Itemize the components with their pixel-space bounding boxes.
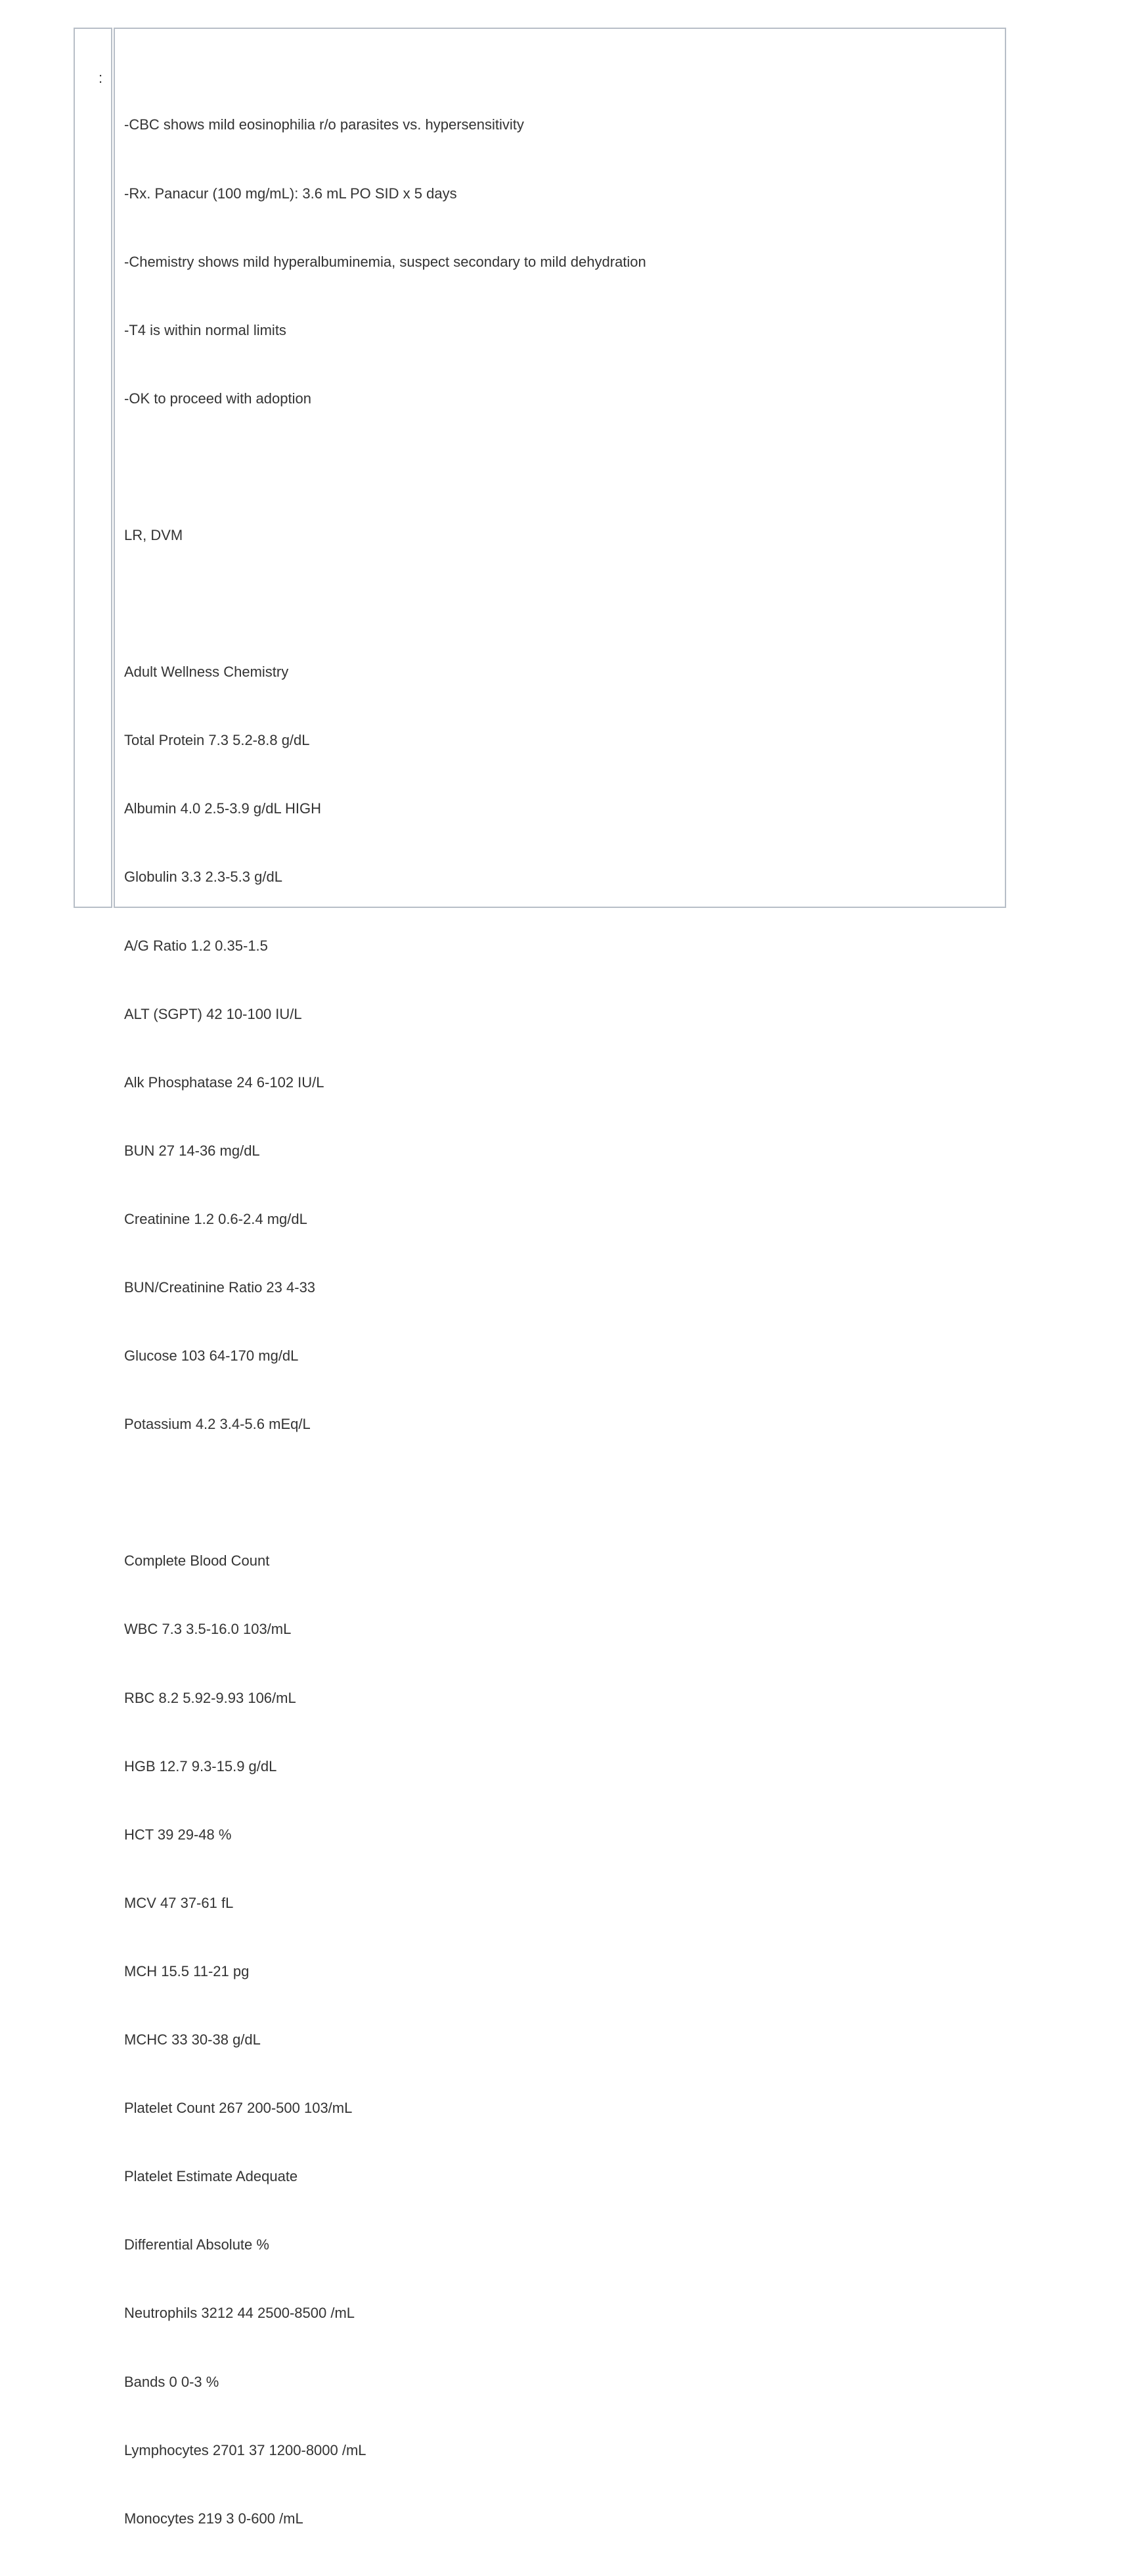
lab-result-line: BUN/Creatinine Ratio 23 4-33: [124, 1279, 316, 1296]
lab-result-line: A/G Ratio 1.2 0.35-1.5: [124, 937, 268, 954]
note-line: -T4 is within normal limits: [124, 321, 286, 338]
lab-result-line: RBC 8.2 5.92-9.93 106/mL: [124, 1689, 296, 1706]
record-notes: [124, 68, 646, 2576]
lab-result-line: Glucose 103 64-170 mg/dL: [124, 1347, 299, 1365]
lab-result-line: Total Protein 7.3 5.2-8.8 g/dL: [124, 732, 310, 749]
record-content-cell: [114, 28, 1006, 2527]
section-heading-chemistry: Adult Wellness Chemistry: [124, 664, 289, 681]
note-line: -Chemistry shows mild hyperalbuminemia, suspect secondary to mild dehydration: [124, 253, 646, 270]
lab-result-line: Lymphocytes 2701 37 1200-8000 /mL: [124, 2441, 366, 2458]
lab-result-line: ALT (SGPT) 42 10-100 IU/L: [124, 1005, 302, 1022]
lab-result-line: MCH 15.5 11-21 pg: [124, 1962, 250, 1979]
note-line: -CBC shows mild eosinophilia r/o parasites vs. hypersensitivity: [124, 116, 524, 133]
lab-result-line: WBC 7.3 3.5-16.0 103/mL: [124, 1621, 292, 1638]
lab-result-line: Platelet Count 267 200-500 103/mL: [124, 2100, 353, 2117]
lab-result-line: MCHC 33 30-38 g/dL: [124, 2031, 261, 2048]
lab-result-line: Creatinine 1.2 0.6-2.4 mg/dL: [124, 1210, 307, 1227]
lab-result-line: Potassium 4.2 3.4-5.6 mEq/L: [124, 1416, 311, 1433]
lab-result-line: HCT 39 29-48 %: [124, 1826, 232, 1843]
note-line: -OK to proceed with adoption: [124, 390, 311, 407]
lab-result-line: MCV 47 37-61 fL: [124, 1894, 234, 1911]
note-line: -Rx. Panacur (100 mg/mL): 3.6 mL PO SID x 5 days: [124, 185, 457, 202]
lab-result-line: Differential Absolute %: [124, 2236, 269, 2253]
lab-result-line: Bands 0 0-3 %: [124, 2373, 219, 2390]
section-heading-cbc: Complete Blood Count: [124, 1552, 270, 1570]
record-label: :: [99, 70, 103, 86]
blank-line: [124, 1481, 646, 1504]
blank-line: [124, 456, 646, 479]
lab-result-line: Globulin 3.3 2.3-5.3 g/dL: [124, 869, 282, 886]
blank-line: [124, 593, 646, 616]
record-label-cell: [74, 28, 112, 908]
lab-result-line: Platelet Estimate Adequate: [124, 2168, 298, 2185]
lab-result-line: HGB 12.7 9.3-15.9 g/dL: [124, 1757, 277, 1774]
lab-result-line: Neutrophils 3212 44 2500-8500 /mL: [124, 2305, 355, 2322]
lab-result-line: Albumin 4.0 2.5-3.9 g/dL HIGH: [124, 800, 322, 817]
signature-line: LR, DVM: [124, 526, 183, 543]
lab-result-line: BUN 27 14-36 mg/dL: [124, 1142, 260, 1159]
lab-result-line: Monocytes 219 3 0-600 /mL: [124, 2510, 303, 2527]
lab-result-line: Alk Phosphatase 24 6-102 IU/L: [124, 1073, 324, 1091]
